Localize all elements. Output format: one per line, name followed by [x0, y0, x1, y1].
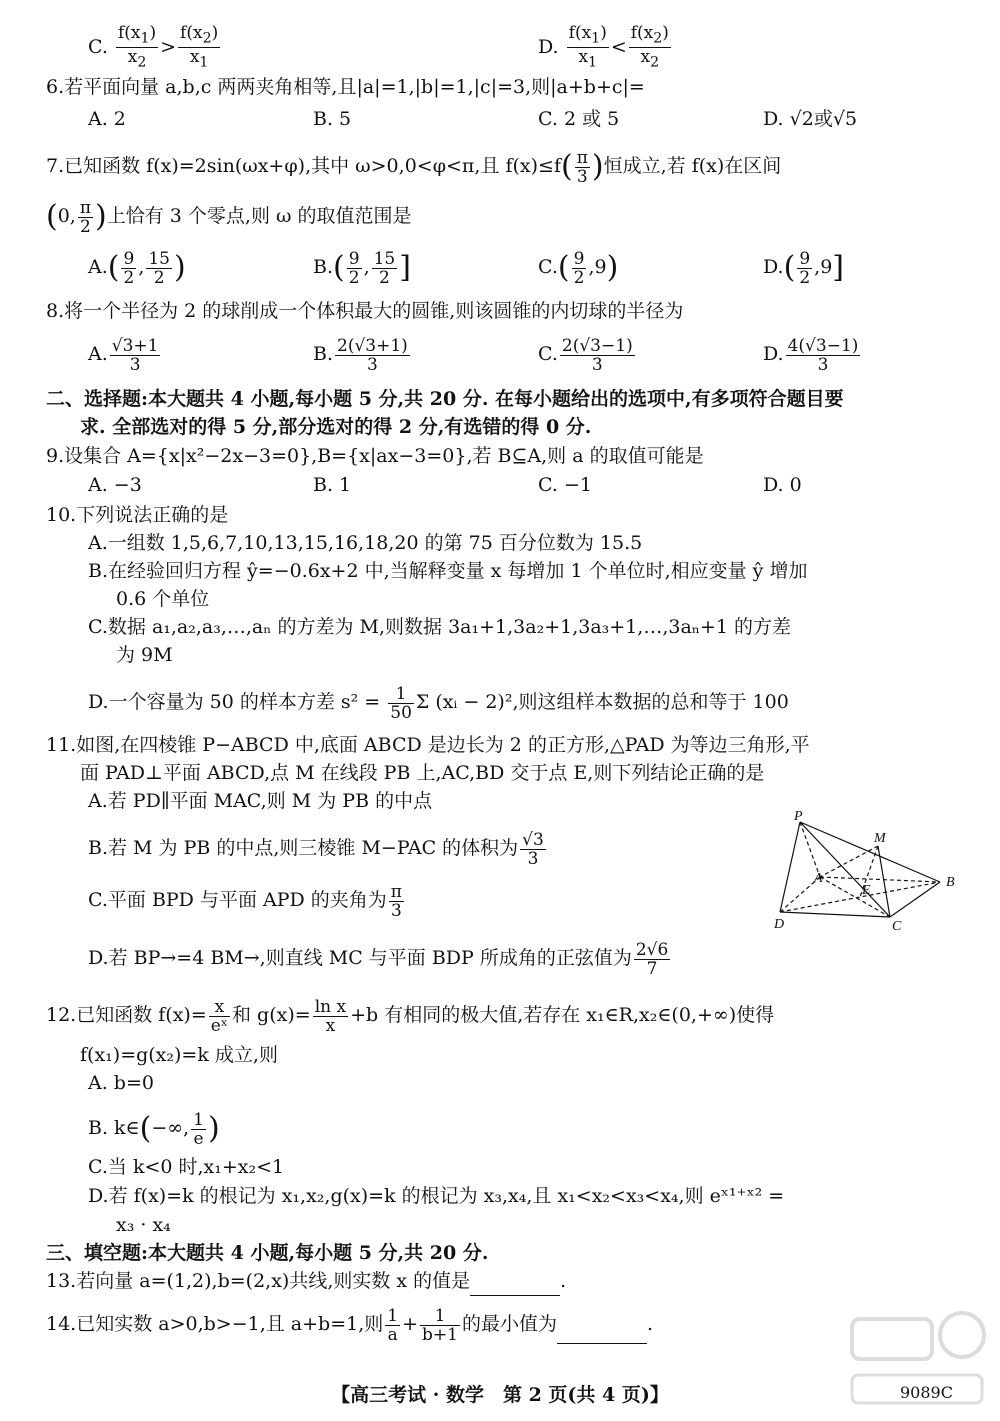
fraction: $\frac{f(x_1)}{x_2}$: [117, 23, 157, 71]
q7-line2: (0, $\frac{\pi}{2}$ )上恰有 3 个零点,则 ω 的取值范围是: [46, 197, 412, 237]
label-b: B: [946, 875, 955, 890]
q7-option-a: A.( $\frac{9}{2}$ , $\frac{15}{2}$ ): [88, 248, 186, 288]
q9-option-c: C. −1: [538, 474, 592, 496]
q6-option-d: D. √2或√5: [763, 108, 858, 130]
section2-heading: 二、选择题:本大题共 4 小题,每小题 5 分,共 20 分. 在每小题给出的选项中,有多项符合题目要: [46, 388, 844, 410]
q8-options: [0, 334, 1000, 374]
q10-option-c-cont: 为 9M: [116, 644, 173, 666]
q10-option-c: C.数据 a₁,a₂,a₃,…,aₙ 的方差为 M,则数据 3a₁+1,3a₂+1,3a₃+1,…,3aₙ+1 的方差: [88, 616, 792, 638]
pyramid-figure: [770, 809, 970, 934]
fraction: $\frac{f(x_2)}{x_2}$: [630, 23, 669, 71]
exam-code: 9089C: [900, 1383, 953, 1402]
q12-option-d: D.若 f(x)=k 的根记为 x₁,x₂,g(x)=k 的根记为 x₃,x₄,且 x₁<x₂<x₃<x₄,则 eˣ¹⁺ˣ² =: [88, 1185, 785, 1207]
q12-stem-cont: f(x₁)=g(x₂)=k 成立,则: [80, 1044, 278, 1066]
q9-option-b: B. 1: [313, 474, 352, 496]
q7-option-c: C.( $\frac{9}{2}$ ,9): [538, 248, 619, 288]
q9-stem: 9.设集合 A={x|x²−2x−3=0},B={x|ax−3=0},若 B⊆A,则 a 的取值可能是: [46, 445, 704, 467]
q12-option-a: A. b=0: [88, 1072, 154, 1094]
q5-option-c: C. $\frac{f(x_1)}{x_2}$ > $\frac{f(x_2)}{x_1}$: [88, 23, 219, 71]
answer-blank[interactable]: [557, 1323, 647, 1344]
q5-option-d: D. $\frac{f(x_1)}{x_1}$ < $\frac{f(x_2)}{x_2}$: [538, 23, 669, 71]
fraction: $\frac{f(x_2)}{x_1}$: [180, 23, 219, 71]
section3-heading: 三、填空题:本大题共 4 小题,每小题 5 分,共 20 分.: [46, 1242, 489, 1264]
q11-option-c: C.平面 BPD 与平面 APD 的夹角为 $\frac{\pi}{3}$: [88, 881, 402, 921]
q7-option-b: B.( $\frac{9}{2}$ , $\frac{15}{2}$ ]: [313, 248, 411, 288]
q11-stem: 11.如图,在四棱锥 P−ABCD 中,底面 ABCD 是边长为 2 的正方形,△PAD 为等边三角形,平: [46, 734, 810, 756]
q10-option-a: A.一组数 1,5,6,7,10,13,15,16,18,20 的第 75 百分位数为 15.5: [88, 532, 643, 554]
fraction: $\frac{f(x_1)}{x_1}$: [568, 23, 607, 71]
q6-option-b: B. 5: [313, 108, 352, 130]
q10-option-b: B.在经验回归方程 ŷ=−0.6x+2 中,当解释变量 x 每增加 1 个单位时,相应变量 ŷ 增加: [88, 560, 808, 582]
q10-stem: 10.下列说法正确的是: [46, 504, 229, 526]
label-d: D: [774, 917, 785, 932]
label-e: E: [862, 883, 871, 898]
section2-heading-line2: 求. 全部选对的得 5 分,部分选对的得 2 分,有选错的得 0 分.: [80, 416, 592, 438]
label-p: P: [794, 809, 803, 824]
q8-option-d: D. $\frac{4(√3-1)}{3}$: [763, 335, 859, 375]
label-c: C: [892, 919, 902, 934]
label-m: M: [874, 831, 886, 846]
q8-option-b: B. $\frac{2(√3+1)}{3}$: [313, 335, 408, 375]
fraction: $\frac{\pi}{3}$: [576, 147, 588, 187]
q12-stem: 12.已知函数 f(x)= $\frac{x}{\text{eˣ}}$ 和 g(x)= $\frac{\text{ln x}}{x}$ +b 有相同的极大值,若存在 x₁∈R,x₂∈(0,+∞)使得: [46, 996, 775, 1036]
q13-stem: 13.若向量 a=(1,2),b=(2,x)共线,则实数 x 的值是 .: [0, 1266, 1000, 1296]
q9-options: [0, 470, 1000, 500]
q7-option-d: D.( $\frac{9}{2}$ ,9]: [763, 248, 845, 288]
q7-options: [0, 247, 1000, 287]
q12-option-d-cont: x₃ · x₄: [116, 1214, 171, 1236]
q9-option-d: D. 0: [763, 474, 802, 496]
q11-option-b: B.若 M 为 PB 的中点,则三棱锥 M−PAC 的体积为 $\frac{√3}{3}$: [88, 829, 544, 869]
q8-stem: 8.将一个半径为 2 的球削成一个体积最大的圆锥,则该圆锥的内切球的半径为: [46, 300, 684, 322]
q7-stem: 7.已知函数 f(x)=2sin(ωx+φ),其中 ω>0,0<φ<π,且 f(x)≤f( $\frac{\pi}{3}$ )恒成立,若 f(x)在区间: [46, 147, 782, 187]
q6-option-c: C. 2 或 5: [538, 108, 620, 130]
q14-stem: 14.已知实数 a>0,b>−1,且 a+b=1,则 $\frac{1}{a}$ + $\frac{1}{b+1}$ 的最小值为 .: [46, 1305, 654, 1345]
label-a: A: [814, 871, 823, 886]
q12-option-c: C.当 k<0 时,x₁+x₂<1: [88, 1156, 285, 1178]
q5-options: [0, 23, 1000, 71]
q6-option-a: A. 2: [88, 108, 126, 130]
q11-option-d: D.若 BP→=4 BM→,则直线 MC 与平面 BDP 所成角的正弦值为 $\frac{2√6}{7}$: [88, 939, 669, 979]
q6-stem: 6.若平面向量 a,b,c 两两夹角相等,且|a|=1,|b|=1,|c|=3,则|a+b+c|=: [46, 76, 645, 98]
fraction: $\frac{\pi}{2}$: [79, 197, 92, 237]
q10-option-b-cont: 0.6 个单位: [116, 588, 210, 610]
q8-option-c: C. $\frac{2(√3-1)}{3}$: [538, 335, 633, 375]
q9-option-a: A. −3: [88, 474, 142, 496]
answer-blank[interactable]: [470, 1275, 560, 1296]
q11-stem-cont: 面 PAD⊥平面 ABCD,点 M 在线段 PB 上,AC,BD 交于点 E,则下列结论正确的是: [80, 762, 765, 784]
q11-option-a: A.若 PD∥平面 MAC,则 M 为 PB 的中点: [88, 790, 433, 812]
q6-options: [0, 104, 1000, 134]
q8-option-a: A. $\frac{√3+1}{3}$: [88, 335, 159, 375]
q12-option-b: B. k∈(−∞, $\frac{1}{e}$ ): [88, 1109, 220, 1149]
q10-option-d: D.一个容量为 50 的样本方差 s² = $\frac{1}{50}$ Σ (xᵢ − 2)²,则这组样本数据的总和等于 100: [88, 683, 789, 723]
page-footer: 【高三考试 · 数学 第 2 页(共 4 页)】: [331, 1384, 669, 1406]
